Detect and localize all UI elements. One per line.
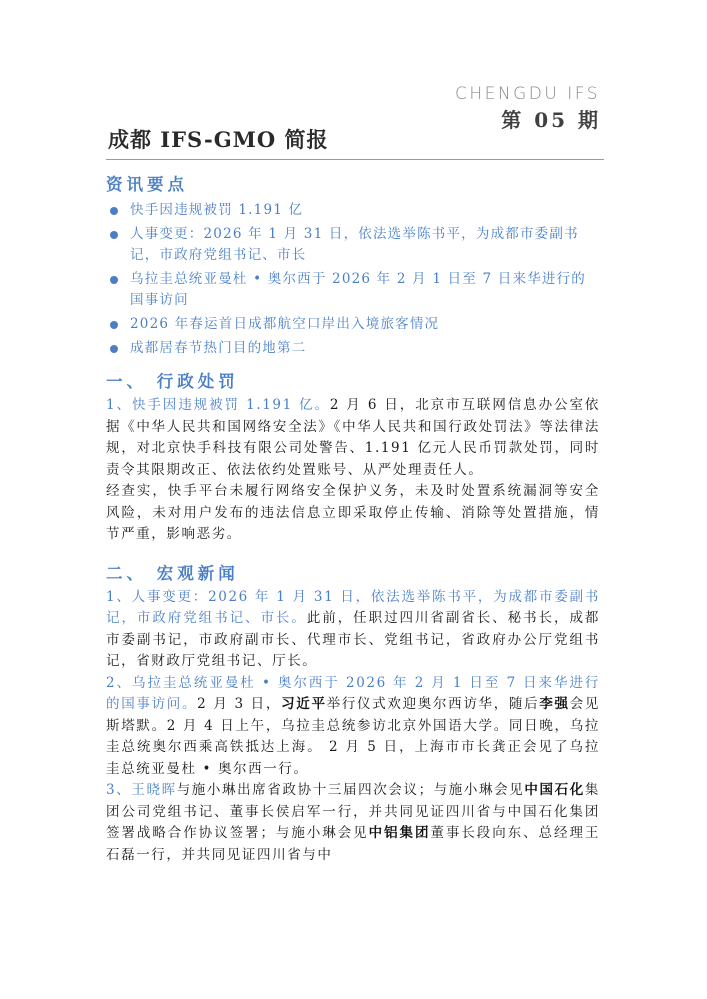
highlight-item — [106, 200, 600, 221]
paragraph-lead: 2、乌拉圭总统亚曼杜 • 奥尔西于 2026 年 2 月 1 日至 7 日来华进行的国事访问。 — [106, 674, 600, 712]
bullet-dot-icon — [110, 345, 118, 353]
state-visit-paragraph — [106, 673, 600, 781]
paragraph-text: 举行仪式欢迎奥尔西访华，随后 — [326, 696, 540, 712]
section-heading-macro-news: 二、 宏观新闻 — [106, 563, 239, 583]
person-name: 王晓晖 — [131, 782, 177, 798]
bullet-dot-icon — [110, 231, 118, 239]
paragraph-text: 集团公司党组书记、董事长侯启军一行，并共同见证四川省与中国石化集团签署战略合作协议签署；与施小琳会见 — [106, 782, 600, 841]
highlight-text: 成都居春节热门目的地第二 — [130, 340, 307, 356]
organization-name: 中铝集团 — [368, 825, 431, 841]
person-name: 李强 — [539, 696, 570, 712]
highlights-heading: 资讯要点 — [106, 175, 188, 194]
highlights-list — [106, 200, 600, 359]
person-name: 习近平 — [281, 696, 327, 712]
highlight-text: 2026 年春运首日成都航空口岸出入境旅客情况 — [130, 316, 440, 332]
paragraph-text: 会见斯塔默。2 月 4 日上午，乌拉圭总统参访北京外国语大学。同日晚，乌拉圭总统奥尔西乘高铁抵达上海。 2 月 5 日，上海市市长龚正会见了乌拉圭总统亚曼杜 • 奥尔西一行。 — [106, 696, 600, 777]
penalty-findings-paragraph: 经查实，快手平台未履行网络安全保护义务，未及时处置系统漏洞等安全风险，未对用户发布的违法信息立即采取停止传输、消除等处置措施，情节严重，影响恶劣。 — [106, 483, 600, 542]
paragraph-lead: 1、快手因违规被罚 1.191 亿。 — [106, 397, 330, 413]
paragraph-number: 3、 — [106, 782, 132, 798]
bullet-dot-icon — [110, 321, 118, 329]
penalty-paragraph — [106, 395, 600, 481]
highlight-item — [106, 338, 600, 359]
highlight-text: 人事变更：2026 年 1 月 31 日，依法选举陈书平，为成都市委副书记，市政府党组书记、市长 — [130, 226, 579, 263]
paragraph-lead: 1、人事变更：2026 年 1 月 31 日，依法选举陈书平，为成都市委副书记，市政府党组书记、市长。 — [106, 588, 600, 626]
bullet-dot-icon — [110, 276, 118, 284]
paragraph-text: 董事长段向东、总经理王石磊一行，并共同见证四川省与中 — [106, 825, 600, 863]
personnel-paragraph — [106, 587, 600, 673]
highlight-text: 乌拉圭总统亚曼杜 • 奥尔西于 2026 年 2 月 1 日至 7 日来华进行的国事访问 — [130, 271, 586, 308]
issue-number: 第 05 期 — [501, 108, 601, 132]
section-heading-admin-penalty: 一、 行政处罚 — [106, 372, 239, 391]
header-divider — [106, 159, 604, 160]
paragraph-body: 此前，任职过四川省副省长、秘书长，成都市委副书记，市政府副市长、代理市长、党组书记，省政府办公厅党组书记，省财政厅党组书记、厅长。 — [106, 610, 600, 669]
organization-name: 中国石化 — [524, 782, 585, 798]
highlight-item — [106, 314, 600, 335]
highlight-text: 快手因违规被罚 1.191 亿 — [130, 202, 304, 218]
paragraph-text: 与施小琳出席省政协十三届四次会议；与施小琳会见 — [176, 782, 525, 798]
highlight-item — [106, 269, 600, 311]
brand-name: CHENGDU IFS — [454, 84, 600, 104]
paragraph-body: 2 月 6 日，北京市互联网信息办公室依据《中华人民共和国网络安全法》《中华人民共和国行政处罚法》等法律法规，对北京快手科技有限公司处警告、1.191 亿元人民币罚款处罚，同时责令其限期改正、依法依约处置账号、从严处理责任人。 — [106, 397, 600, 478]
highlight-item — [106, 224, 600, 266]
provincial-news-paragraph — [106, 780, 600, 866]
paragraph-text: 2 月 3 日， — [197, 696, 282, 712]
bullet-dot-icon — [110, 207, 118, 215]
report-body — [106, 172, 600, 866]
report-title: 成都 IFS-GMO 简报 — [108, 127, 329, 152]
